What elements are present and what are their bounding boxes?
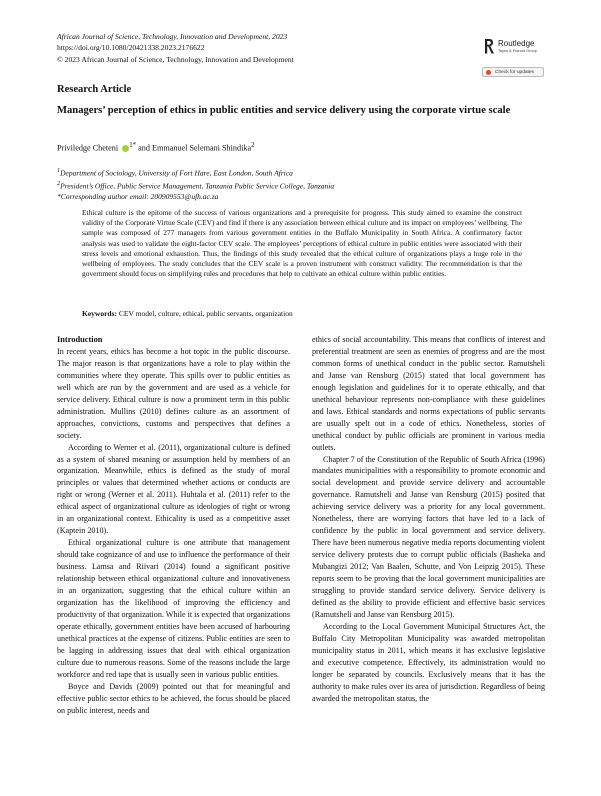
journal-header xyxy=(57,31,457,65)
author-2-affiliation: 2 xyxy=(251,142,255,149)
publisher-name: Routledge xyxy=(498,39,535,48)
publisher-logo xyxy=(484,38,554,60)
doi-link[interactable]: https://doi.org/10.1080/20421338.2023.2176622 xyxy=(57,43,205,53)
paragraph: Ethical organizational culture is one attribute that management should take cognizance of and use to influence the performance of their business. Lamsa and Riivari (2014) found a significant positive relationship between ethical organizational culture and innovativeness in an organization, suggesting that the ethical culture within an organization has the likelihood of improving the efficiency and productivity of that organization. While it is expected that organizations operate ethically, government entities have been accused of harbouring unethical practices at the expense of citizens. Public entities are seen to be lagging in addressing issues that deal with ethical organization culture due to numerous reasons. Some of the reasons include the large workforce and red tape that is usually seen in various public entities. xyxy=(57,538,290,679)
paragraph: According to Werner et al. (2011), organizational culture is defined as a system of shared meaning or assumption held by members of an organization. Meanwhile, ethics is defined as the study of moral principles or values that determined whether actions or conducts are right or wrong (Werner et al. 2011). Huhtala et al. (2011) refer to the ethical aspect of organizational culture as ideologies of right or wrong in an organizational context. Ethicality is used as a competitive asset (Kaptein 2010). xyxy=(57,442,290,536)
article-type: Research Article xyxy=(57,84,132,95)
abstract: Ethical culture is the epitome of the success of various organizations and a prerequisite for progress. This study aimed to examine the construct validity of the Corporate Virtue Scale (CEV) and find if there is any association between ethical culture and its impact on employees’ wellbeing. The sample was composed of 277 managers from various government entities in the Buffalo Municipality in South Africa. A confirmatory factor analysis was used to validate the eight-factor CEV scale. The employees’ perceptions of ethical culture in public entities were associated with their stress levels and emotional exhaustion. Thus, the findings of this study revealed that the ethical culture of organizations plays a huge role in the wellbeing of employees. The study concludes that the CEV scale is a proven instrument with construct validity. The recommendation is that the government should focus on simplifying rules and procedures that help to cultivate an ethical culture within public entities. xyxy=(82,208,522,279)
check-for-updates-label: Check for updates xyxy=(495,70,534,75)
keywords xyxy=(82,309,522,318)
paragraph: According to the Local Government Municipal Structures Act, the Buffalo City Metropolitan Municipality was awarded metropolitan municipality status in 2011, which means it has exclusive legislative and executive competence. Effectively, its administration would no longer be separated by councils. Exclusively means that it has the authority to make rules over its area of jurisdiction. Regardless of being awarded the metropolitan status, the xyxy=(312,621,545,703)
routledge-logo-icon xyxy=(484,39,495,54)
affiliation-text: President’s Office, Public Service Management, Tanzania Public Service College, Tanzania xyxy=(60,181,335,191)
corresponding-author xyxy=(57,192,477,202)
affiliation-1 xyxy=(57,166,477,179)
affiliation-number: 2 xyxy=(57,179,61,187)
journal-name: African Journal of Science, Technology, Innovation and Development, 2023 xyxy=(57,32,288,41)
paragraph: In recent years, ethics has become a hot topic in the public discourse. The major reason is that organizations have a role to play within the communities where they operate. This spills over to public entities as well which are run by the government and are used as a vehicle for service delivery. Ethical culture is now a prominent term in this public administration. Mullins (2010) defines culture as an assortment of approaches, convictions, customs and perspectives that defines a society. xyxy=(57,346,290,440)
article-title: Managers’ perception of ethics in public entities and service delivery using the corporate virtue scale xyxy=(57,105,511,116)
paragraph: Boyce and Davids (2009) pointed out that for meaningful and effective public sector ethics to be achieved, the focus should be placed on public interest, needs and xyxy=(57,681,290,715)
affiliation-2 xyxy=(57,179,477,192)
author-1: Priviledge Cheteni xyxy=(57,143,119,153)
keywords-label: Keywords: xyxy=(82,309,117,318)
publisher-subtitle: Taylor & Francis Group xyxy=(498,49,537,53)
affiliation-number: 1 xyxy=(57,167,61,174)
affiliation-text: Department of Sociology, University of Fort Hare, East London, South Africa xyxy=(60,168,293,178)
copyright-line: © 2023 African Journal of Science, Technology, Innovation and Development xyxy=(57,54,294,64)
author-2: and Emmanuel Selemani Shindika xyxy=(136,143,252,153)
body-column-left xyxy=(57,334,290,717)
corresponding-email: *Corresponding author email: 200909553@ufh.ac.za xyxy=(57,191,219,201)
paragraph: Chapter 7 of the Constitution of the Republic of South Africa (1996) mandates municipalities with a responsibility to promote economic and social development and provide service delivery and accountable governance. Ramutsheli and Janse van Rensburg (2015) posited that achieving service delivery was a priority for any local government. Nonetheless, there are worrying factors that have led to a lack of confidence by the public in local government and service delivery. There have been numerous negative media reports documenting violent service delivery protests due to corrupt public officials (Basheka and Mubangizi 2012; Van Baalen, Schutte, and Von Leipzig 2015). These reports seem to be proving that the local government municipalities are struggling to provide standard service delivery. Service delivery is defined as the ability to provide efficient and effective basic services (Ramutsheli and Janse van Rensburg 2015). xyxy=(312,454,545,619)
keywords-list: CEV model, culture, ethical, public servants, organization xyxy=(117,309,293,318)
section-heading: Introduction xyxy=(57,335,103,344)
author-1-affiliation: 1* xyxy=(129,142,137,149)
check-for-updates-button[interactable] xyxy=(482,67,544,77)
author-line xyxy=(57,142,255,153)
body-column-right xyxy=(312,334,545,705)
update-icon xyxy=(486,70,491,75)
affiliations xyxy=(57,166,477,202)
paragraph: ethics of social accountability. This means that conflicts of interest and preferential treatment are seen as enemies of progress and are the most common forms of unethical conduct in the public sector. Ramutsheli and Janse van Rensburg (2015) stated that local government has enough legislation and guidelines for it to operate ethically, and that unethical behaviour represents non-compliance with these guidelines and laws. Ethical standards and norms expectations of public servants are usually spelt out in a code of ethics. Nonetheless, stories of unethical conduct by public officials are prominent in various media outlets. xyxy=(312,335,545,452)
